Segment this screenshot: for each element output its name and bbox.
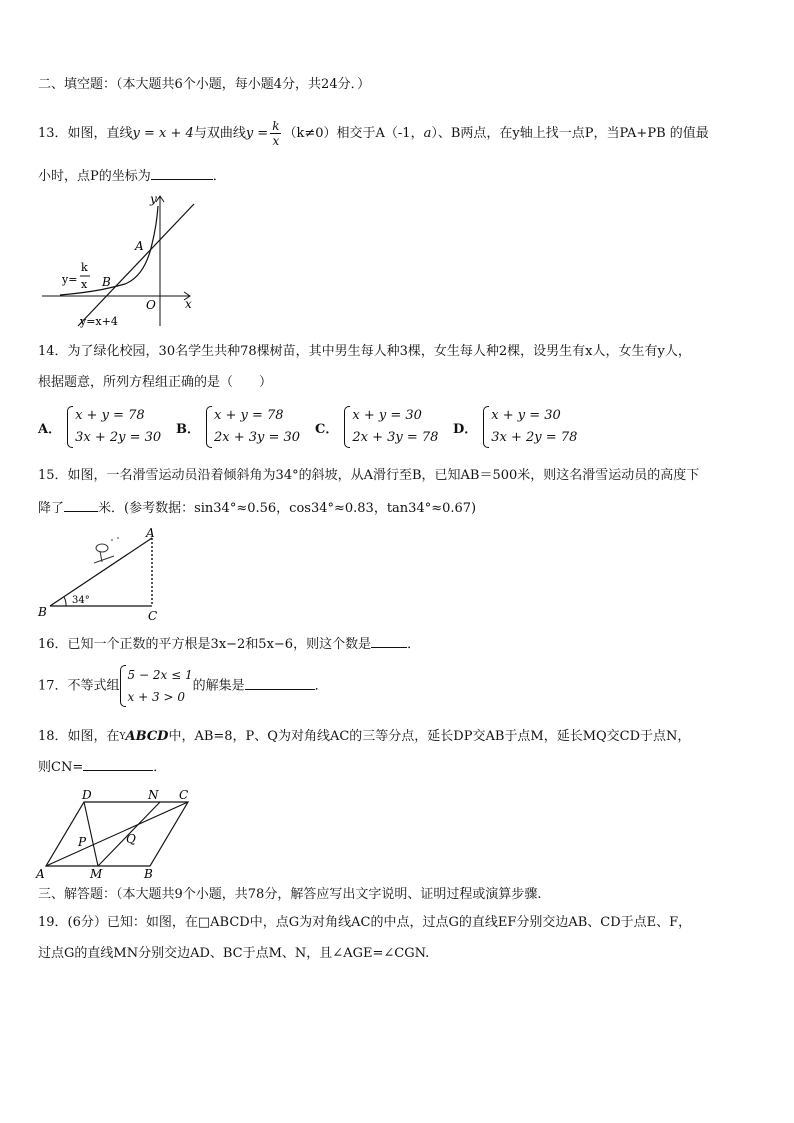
hyperbola-label-k: k (81, 261, 88, 274)
label-C: C (148, 609, 158, 623)
q16-text: 16．已知一个正数的平方根是3x−2和5x−6，则这个数是 (38, 637, 372, 652)
question-13-line-2 (38, 167, 226, 186)
option-A-eq1: x + y = 78 (75, 408, 145, 423)
skier-icon (94, 537, 119, 563)
diagonal-AC (46, 802, 188, 866)
hyperbola-label-y: y= (62, 273, 78, 286)
label-Q: Q (126, 832, 136, 846)
option-D-eq1: x + y = 30 (491, 408, 561, 423)
option-B-label: B． (176, 421, 200, 437)
question-14-line-2: 根据题意，所列方程组正确的是（ ） (38, 375, 273, 390)
option-A-eq2: 3x + 2y = 30 (75, 430, 162, 445)
hyperbola-label-x: x (81, 278, 88, 291)
q18-line2: 则CN= (38, 760, 84, 775)
option-A[interactable] (38, 405, 161, 449)
question-13-line-1 (38, 119, 709, 148)
q13-mid: 与双曲线 (193, 126, 246, 141)
option-C[interactable] (315, 405, 438, 449)
option-B-eq2: 2x + 3y = 30 (214, 430, 301, 445)
option-A-system (67, 405, 161, 449)
segment-DM (84, 802, 98, 866)
label-A: A (36, 867, 45, 880)
q15-slope-figure (36, 526, 166, 624)
point-B-label: B (102, 275, 111, 289)
q13-line2-end: ． (212, 169, 226, 184)
q17-eq2: x + 3 > 0 (127, 690, 185, 704)
q17-pre: 17．不等式组 (38, 678, 120, 694)
line-label: y=x+4 (80, 315, 118, 328)
q18-abcd: ABCD (125, 729, 169, 744)
angle-label: 34° (72, 595, 90, 606)
label-A: A (146, 526, 155, 540)
question-15-line-1: 15．如图，一名滑雪运动员沿着倾斜角为34°的斜坡，从A滑行至B，已知AB＝500米，则这名滑雪运动员的高度下 (38, 468, 700, 483)
parallelogram-symbol: Y (119, 732, 126, 742)
q13-pre: 13．如图，直线 (38, 126, 133, 141)
q18-parallelogram-figure (34, 786, 194, 880)
point-A-label: A (135, 239, 144, 253)
option-D[interactable] (453, 405, 577, 449)
option-C-label: C． (315, 421, 339, 437)
q13-frac-den: x (272, 134, 280, 148)
question-15-line-2 (38, 499, 476, 518)
q13-fraction (270, 119, 281, 148)
q13-a: a (423, 126, 432, 141)
label-P: P (78, 835, 87, 849)
q13-end: ）、B两点，在y轴上找一点P，当PA+PB 的值最 (431, 126, 709, 141)
option-B[interactable] (176, 405, 300, 449)
q13-post: （k≠0）相交于A（-1， (283, 126, 424, 141)
q18-line2-end: ． (153, 760, 167, 775)
option-C-system (344, 405, 438, 449)
label-D: D (82, 788, 92, 802)
q17-answer-blank (245, 677, 315, 690)
label-M: M (90, 867, 103, 880)
origin-label: O (146, 298, 156, 312)
option-A-label: A． (38, 421, 62, 437)
question-19-line-2: 过点G的直线MN分别交边AD、BC于点M、N，且∠AGE=∠CGN. (38, 946, 430, 961)
slope-AB (50, 538, 152, 606)
q17-post: 的解集是 (192, 678, 245, 694)
option-C-eq2: 2x + 3y = 78 (352, 430, 439, 445)
q18-answer-blank (83, 758, 153, 771)
question-17 (38, 664, 328, 709)
label-N: N (148, 788, 159, 802)
question-19-line-1: 19．(6分）已知：如图，在□ABCD中，点G为对角线AC的中点，过点G的直线EF分别交边AB、CD于点E、F， (38, 915, 692, 930)
q13-frac-num: k (272, 119, 280, 133)
q13-line2: 小时，点P的坐标为 (38, 169, 151, 184)
section-2-title: 二、填空题：（本大题共6个小题，每小题4分，共24分．） (38, 77, 371, 92)
q13-graph-figure (40, 192, 200, 330)
label-C: C (179, 788, 189, 802)
q16-end: ． (407, 637, 421, 652)
question-16 (38, 635, 420, 654)
q18-rest: 中，AB=8，P、Q为对角线AC的三等分点，延长DP交AB于点M，延长MQ交CD于点N， (168, 729, 691, 744)
option-B-eq1: x + y = 78 (214, 408, 284, 423)
label-B: B (38, 605, 47, 619)
q17-end: ． (314, 678, 328, 694)
q15-line2-pre: 降了 (38, 501, 65, 516)
label-B: B (144, 867, 153, 880)
question-18-line-2 (38, 758, 166, 777)
section-3-title: 三、解答题：（本大题共9个小题，共78分，解答应写出文字说明、证明过程或演算步骤. (38, 887, 542, 902)
q13-hyperbola-y: y = (245, 126, 269, 141)
q15-line2-post: 米．(参考数据：sin34°≈0.56，cos34°≈0.83，tan34°≈0.67) (98, 501, 477, 516)
q13-answer-blank (151, 167, 213, 180)
option-D-label: D． (453, 421, 478, 437)
y-axis-label: y (150, 192, 157, 206)
q17-inequality-system (120, 664, 193, 708)
angle-arc (64, 597, 66, 606)
line-y-x-plus-4 (78, 204, 194, 326)
q15-answer-blank (64, 499, 98, 512)
q17-eq1: 5 − 2x ≤ 1 (127, 668, 193, 682)
option-B-system (206, 405, 300, 449)
question-18-line-1 (38, 728, 690, 746)
option-C-eq1: x + y = 30 (352, 408, 422, 423)
option-D-system (483, 405, 577, 449)
x-axis-label: x (185, 297, 192, 311)
q16-answer-blank (371, 635, 407, 648)
q13-line-equation: y = x + 4 (132, 126, 194, 141)
question-14-line-1: 14．为了绿化校园，30名学生共种78棵树苗，其中男生每人种3棵，女生每人种2棵，设男生有x人，女生有y人， (38, 344, 691, 359)
option-D-eq2: 3x + 2y = 78 (491, 430, 578, 445)
q18-pre: 18．如图，在 (38, 729, 120, 744)
